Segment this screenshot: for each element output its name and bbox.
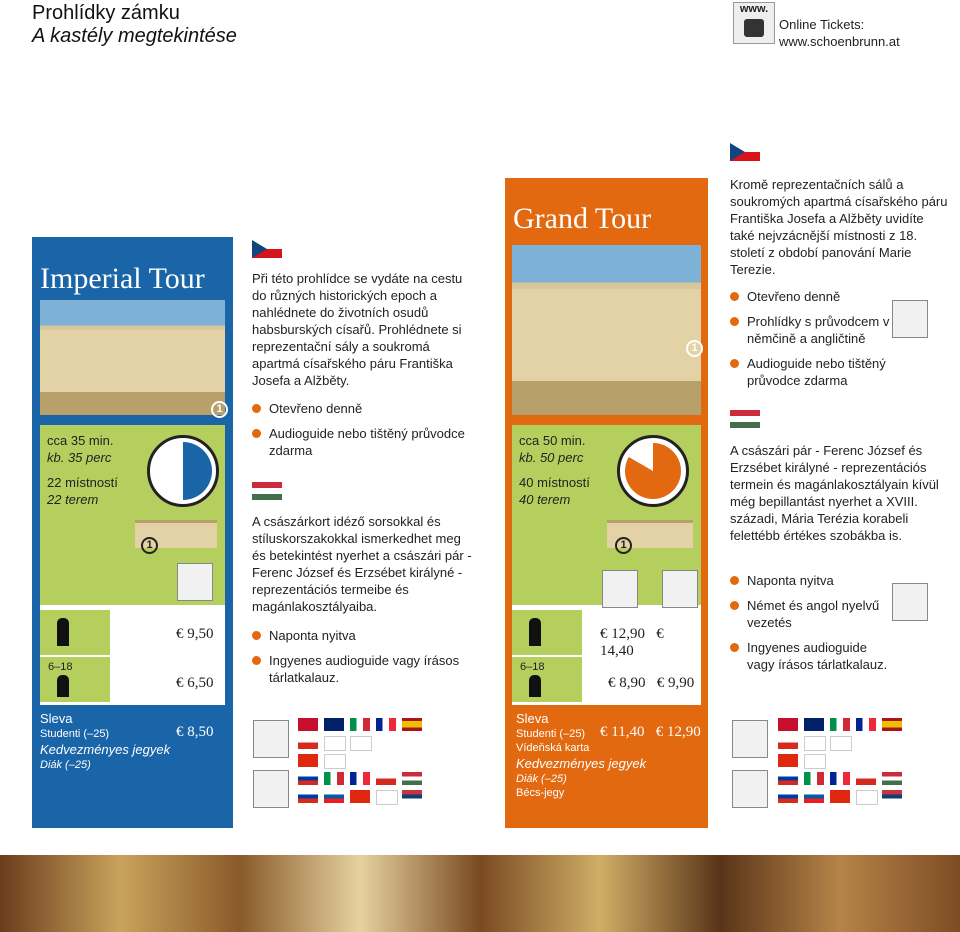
grand-printed-guide-lang-icon [732,770,768,808]
imperial-price-reduced: € 8,50 [176,724,214,740]
imperial-price-child: € 6,50 [176,675,214,691]
grand-flag-hu-icon [730,410,760,428]
grand-lang-flags [778,718,928,810]
grand-duration-cz: cca 50 min. [519,433,586,448]
grand-reduced-hu: Kedvezményes jegyek [516,756,647,771]
grand-badge-icon: 1 [686,340,703,357]
grand-bullet-cz-1: Otevřeno denně [730,288,890,305]
imperial-thumb-badge-icon: 1 [141,537,158,554]
grand-thumb-badge-icon: 1 [615,537,632,554]
grand-adult-person-icon [529,618,541,646]
grand-rooms-cz: 40 místností [519,475,590,490]
grand-guide-icon-cz [892,300,928,338]
grand-reduced-cz: Sleva [516,711,549,726]
imperial-duration-cz: cca 35 min. [47,433,114,448]
grand-reduced-hu-sub1: Diák (–25) [516,773,567,785]
grand-bullet-hu-2: Német és angol nyelvű vezetés [730,597,890,631]
imperial-tour-title: Imperial Tour [40,262,205,295]
grand-bullet-hu-3: Ingyenes audioguide vagy írásos tárlatkalauz. [730,639,890,673]
grand-bullets-hu [730,572,890,673]
grand-flag-cz-icon [730,143,760,161]
imperial-badge-icon: 1 [211,401,228,418]
imperial-reduced-cz: Sleva [40,711,73,726]
grand-price-reduced: € 11,40 € 12,90 [600,724,701,740]
imperial-age-label: 6–18 [48,661,73,673]
grand-photo [512,245,701,415]
imperial-bullets-hu [252,627,474,686]
grand-desc-hu: A császári pár - Ferenc József és Erzsébet királyné - reprezentációs termein és magánlakosztályain kívül még bepillantást nyerhet a XVIII. századi, Mária Terézia korabeli felettébb értékes szobákba is. [730,443,939,543]
grand-audioguide-icon [602,570,638,608]
title-hu: A kastély megtekintése [32,25,237,47]
clock-icon [147,435,219,507]
grand-guide-icon-hu [892,583,928,621]
imperial-desc-cz: Při této prohlídce se vydáte na cestu do různých historických epoch a nahlédnete do životních osudů habsburských císařů. Prohlédnete si reprezentační sály a soukromá apartmá císařského páru Františka Josefa a Alžběty. [252,271,463,388]
imperial-duration-hu: kb. 35 perc [47,450,112,465]
grand-adult-icon-box [512,610,582,655]
imperial-bullets-cz [252,400,474,459]
www-icon [733,2,775,44]
imperial-lang-flags [298,718,448,810]
child-person-icon [57,675,69,697]
grand-clock-icon [617,435,689,507]
imperial-bullet-cz-1: Otevřeno denně [252,400,474,417]
flag-cz-icon [252,240,282,258]
guided-tour-icon [662,570,698,608]
printed-guide-lang-icon [253,770,289,808]
grand-reduced-cz-sub2: Vídeňská karta [516,742,590,754]
grand-price-adult: € 12,90 € 14,40 [600,626,664,659]
imperial-price-adult: € 9,50 [176,626,214,642]
grand-reduced-hu-sub2: Bécs-jegy [516,787,565,799]
grand-bullet-cz-3: Audioguide nebo tištěný průvodce zdarma [730,355,890,389]
grand-age-label: 6–18 [520,661,545,673]
title-cz: Prohlídky zámku [32,2,180,24]
grand-rooms-hu: 40 terem [519,492,571,507]
grand-tour-title: Grand Tour [513,202,652,235]
page-title [32,2,237,48]
grand-duration-hu: kb. 50 perc [519,450,584,465]
grand-bullet-hu-1: Naponta nyitva [730,572,890,589]
imperial-reduced [40,710,170,772]
interior-photo-strip [0,855,960,932]
imperial-reduced-hu-sub: Diák (–25) [40,759,91,771]
imperial-bullet-hu-2: Ingyenes audioguide vagy írásos tárlatkalauz. [252,652,474,686]
imperial-bullet-cz-2: Audioguide nebo tištěný průvodce zdarma [252,425,474,459]
www-badge: www. [739,3,769,15]
adult-person-icon [57,618,69,646]
adult-icon [40,610,110,655]
flag-hu-icon [252,482,282,500]
grand-desc-cz: Kromě reprezentačních sálů a soukromých apartmá císařského páru Františka Josefa a Alžběty uvidíte také nejvzácnější místnosti z 18. století z období panování Marie Terezie. [730,177,948,277]
audioguide-lang-icon [253,720,289,758]
grand-bullets-cz [730,288,890,389]
grand-child-person-icon [529,675,541,697]
imperial-info-box [40,425,225,705]
grand-audioguide-lang-icon [732,720,768,758]
online-tickets [779,16,900,50]
grand-bullet-cz-2: Prohlídky s průvodcem v němčině a angličtině [730,313,890,347]
imperial-bullet-hu-1: Naponta nyitva [252,627,474,644]
imperial-desc-hu: A császárkort idéző sorsokkal és stíluskorszakokkal ismerkedhet meg és betekintést nyerhet a császári pár - Ferenc József és Erzsébet királyné - reprezentációs termeibe és magánlakosztályaiba. [252,514,472,614]
audioguide-icon [177,563,213,601]
grand-info-box [512,425,701,705]
grand-reduced-cz-sub1: Studenti (–25) [516,728,586,740]
imperial-photo [40,300,225,415]
online-url[interactable]: www.schoenbrunn.at [779,34,900,49]
imperial-rooms-hu: 22 terem [47,492,99,507]
imperial-rooms-cz: 22 místností [47,475,118,490]
imperial-reduced-cz-sub: Studenti (–25) [40,728,110,740]
grand-price-child: € 8,90 € 9,90 [608,675,695,691]
imperial-reduced-hu: Kedvezményes jegyek [40,742,171,757]
online-label: Online Tickets: [779,17,865,32]
